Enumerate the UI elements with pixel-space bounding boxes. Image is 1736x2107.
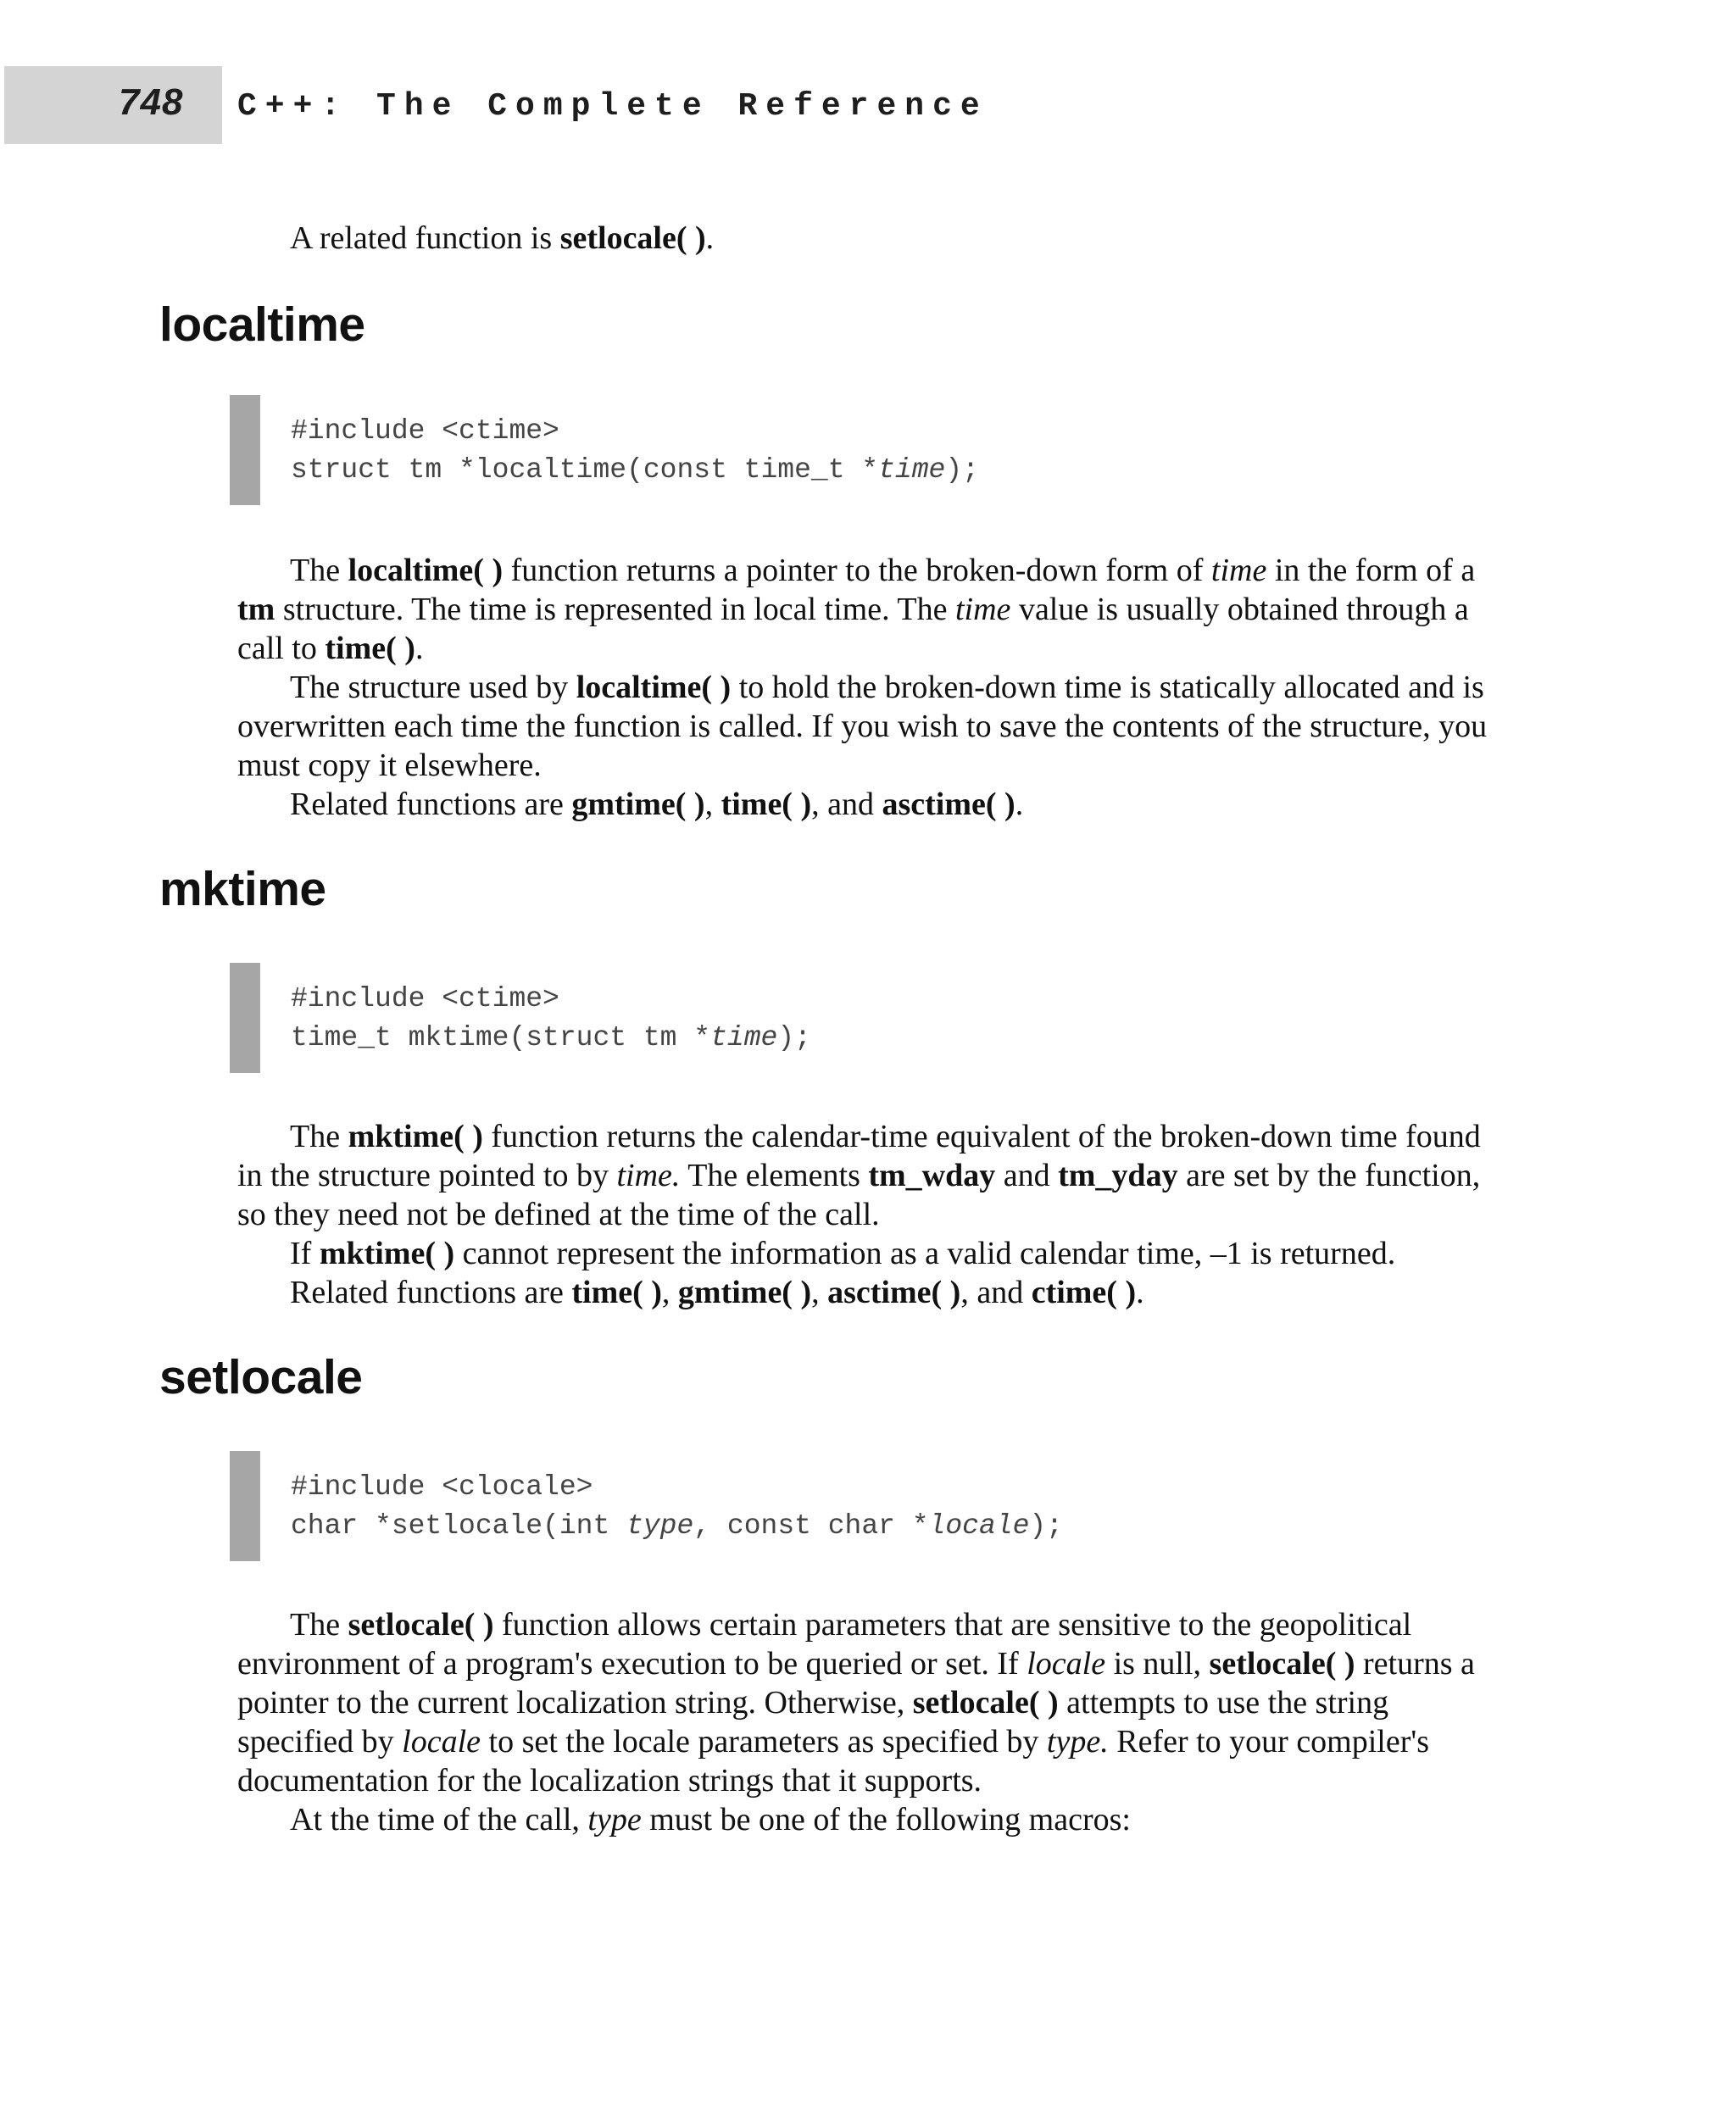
code-line: char *setlocale(int type, const char *locale); (291, 1510, 1063, 1542)
section-heading-localtime: localtime (159, 297, 365, 352)
setlocale-paragraph-1: The setlocale( ) function allows certain parameters that are sensitive to the geopolitical environment of a program's execution to be queried or set. If locale is null, setlocale( ) returns a pointer to the current localization string. Otherwise, setlocale( ) attempts to use the string specified by locale to set the locale parameters as specified by type. Refer to your compiler's documentation for the localization strings that it supports. (237, 1607, 1475, 1798)
code-line: #include <ctime> (291, 415, 559, 447)
mktime-paragraph-3: Related functions are time( ), gmtime( ), asctime( ), and ctime( ). (290, 1275, 1144, 1310)
code-line: #include <ctime> (291, 983, 559, 1015)
page-number: 748 (119, 81, 184, 123)
code-bar (230, 1451, 260, 1561)
localtime-paragraph-3: Related functions are gmtime( ), time( ), and asctime( ). (290, 787, 1024, 822)
section-heading-mktime: mktime (159, 862, 326, 916)
code-block-setlocale (230, 1451, 1077, 1561)
running-title: C++: The Complete Reference (237, 88, 988, 125)
code-block-mktime (230, 963, 1077, 1073)
code-bar (230, 395, 260, 505)
setlocale-paragraph-2: At the time of the call, type must be one of the following macros: (290, 1802, 1131, 1837)
code-line: struct tm *localtime(const time_t *time); (291, 454, 979, 486)
mktime-paragraph-1: The mktime( ) function returns the calendar-time equivalent of the broken-down time found in the structure pointed to by time. The elements tm_wday and tm_yday are set by the function, so they need not be defined at the time of the call. (237, 1119, 1481, 1232)
localtime-paragraph-1: The localtime( ) function returns a pointer to the broken-down form of time in the form of a tm structure. The time is represented in local time. The time value is usually obtained through a call to time( ). (237, 553, 1476, 666)
page-number-badge (4, 66, 222, 144)
code-block-localtime (230, 395, 1077, 505)
section-heading-setlocale: setlocale (159, 1350, 363, 1404)
code-line: time_t mktime(struct tm *time); (291, 1022, 811, 1054)
code-bar (230, 963, 260, 1073)
mktime-paragraph-2: If mktime( ) cannot represent the information as a valid calendar time, –1 is returned. (290, 1236, 1396, 1271)
intro-paragraph: A related function is setlocale( ). (290, 220, 715, 256)
code-line: #include <clocale> (291, 1471, 593, 1503)
localtime-paragraph-2: The structure used by localtime( ) to hold the broken-down time is statically allocated and is overwritten each time the function is called. If you wish to save the contents of the structure, you must copy it elsewhere. (237, 670, 1488, 783)
